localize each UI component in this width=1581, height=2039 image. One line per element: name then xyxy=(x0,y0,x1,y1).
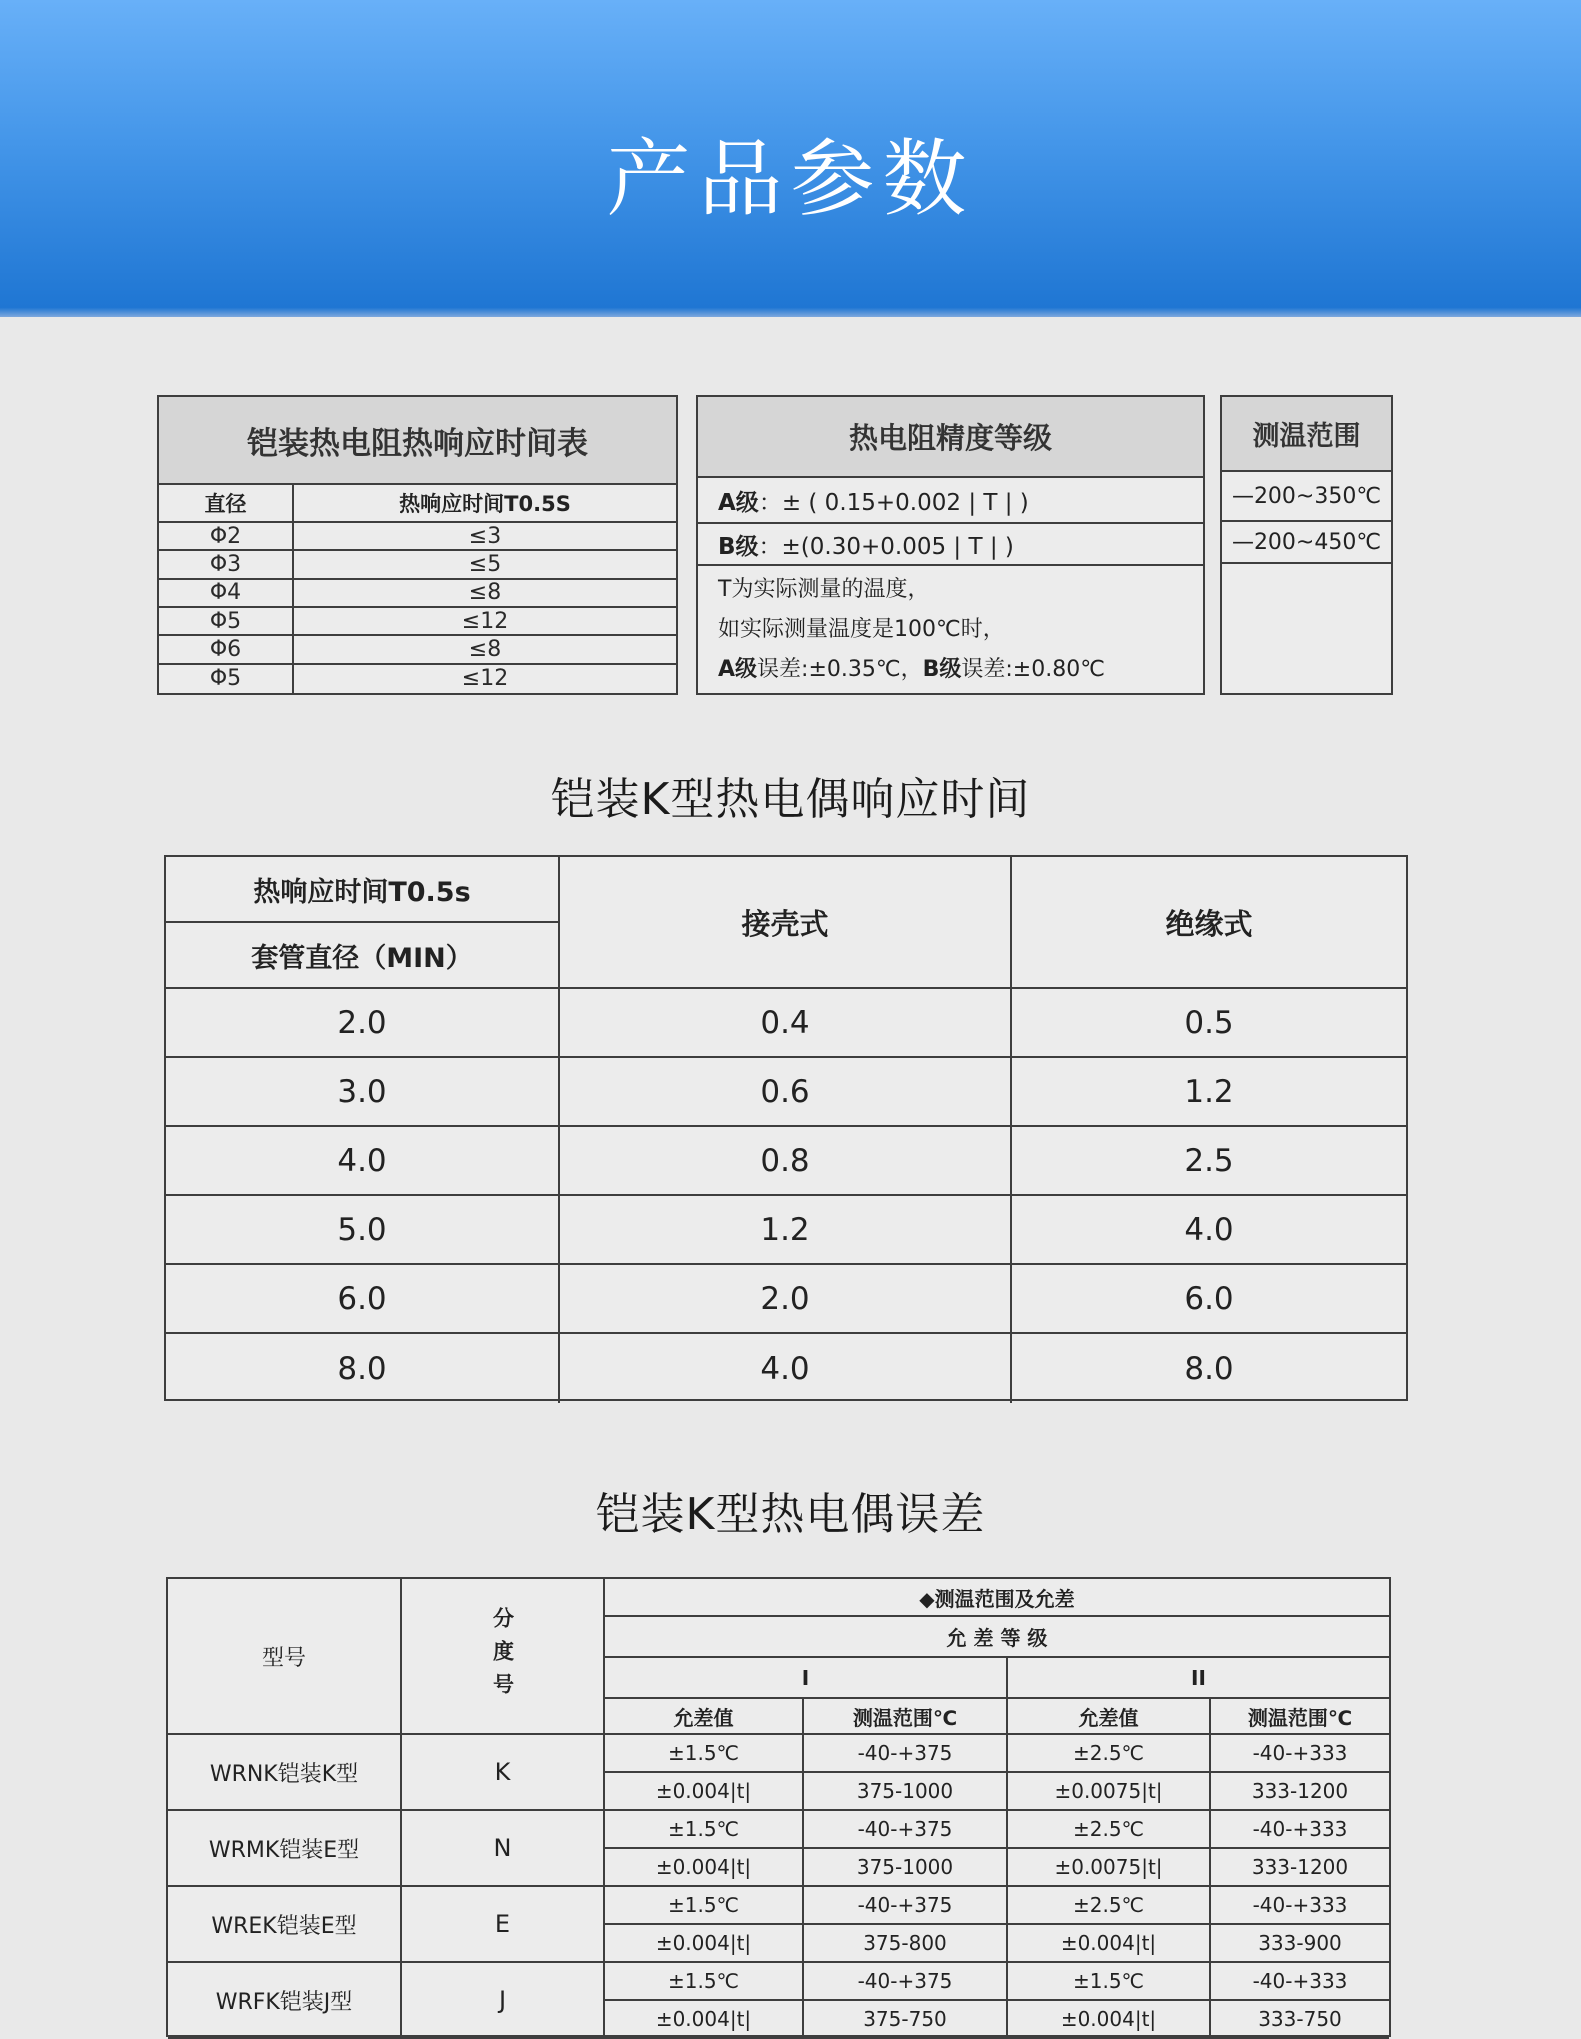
table-cell: 375-750 xyxy=(804,2001,1008,2039)
k-col-insulated: 绝缘式 xyxy=(1012,857,1406,989)
table-cell: 0.4 xyxy=(560,989,1012,1058)
rtd-col-time: 热响应时间T0.5S xyxy=(294,485,676,523)
table-cell: -40-+333 xyxy=(1211,1887,1389,1925)
note-grade-b: B级 xyxy=(922,657,962,682)
table-cell: 8.0 xyxy=(1184,1350,1234,1387)
table-cell: 0.5 xyxy=(1012,989,1406,1058)
note-grade-a: A级 xyxy=(718,657,758,682)
table-cell: 6.0 xyxy=(166,1265,560,1334)
table-cell: 333-900 xyxy=(1211,1925,1389,1963)
rtd-table-title: 铠装热电阻热响应时间表 xyxy=(159,397,676,485)
header-banner xyxy=(0,0,1581,317)
table-cell: ≤12 xyxy=(461,666,509,692)
table-cell: 375-800 xyxy=(804,1925,1008,1963)
table-cell: 2.5 xyxy=(1012,1127,1406,1196)
graduation-code: K xyxy=(402,1735,605,1811)
table-cell: ≤12 xyxy=(294,608,676,636)
table-cell: ±2.5℃ xyxy=(1008,1887,1211,1925)
table-cell: -40-+375 xyxy=(804,1811,1008,1849)
error-col-model: 型号 xyxy=(168,1579,402,1735)
table-cell: ±0.004|t| xyxy=(605,1773,804,1811)
rtd-response-time-table xyxy=(157,395,678,695)
table-cell: Φ2 xyxy=(159,523,294,551)
table-cell: 6.0 xyxy=(1012,1265,1406,1334)
table-cell: 1.2 xyxy=(560,1196,1012,1265)
table-cell: 2.0 xyxy=(560,1265,1012,1334)
table-cell: ≤5 xyxy=(294,551,676,579)
table-cell: 4.0 xyxy=(1012,1196,1406,1265)
error-subcol-2: 测温范围℃ xyxy=(804,1699,1008,1735)
measuring-range-table xyxy=(1220,395,1393,695)
table-cell: 375-1000 xyxy=(804,1773,1008,1811)
table-cell: -40-+375 xyxy=(804,1735,1008,1773)
page-title: 产品参数 xyxy=(606,130,975,228)
model-name: WRMK铠装E型 xyxy=(168,1811,402,1887)
table-cell: Φ6 xyxy=(159,636,294,664)
table-cell: ±0.004|t| xyxy=(1008,1925,1211,1963)
k-error-section-title: 铠装K型热电偶误差 xyxy=(595,1489,986,1540)
table-cell: Φ5 xyxy=(159,665,294,693)
note-b-error: 误差:±0.80℃ xyxy=(961,657,1105,682)
range-table-title: 测温范围 xyxy=(1222,397,1391,472)
k-header-top: 热响应时间T0.5s xyxy=(166,857,560,923)
table-cell: 1.2 xyxy=(1012,1058,1406,1127)
accuracy-table-title: 热电阻精度等级 xyxy=(698,397,1203,478)
table-cell: ±0.004|t| xyxy=(605,1925,804,1963)
table-cell: 333-750 xyxy=(1211,2001,1389,2039)
grade-b-row xyxy=(698,524,1203,566)
k-response-section-title: 铠装K型热电偶响应时间 xyxy=(550,774,1031,825)
rtd-col-diameter: 直径 xyxy=(159,485,294,523)
table-cell: 3.0 xyxy=(166,1058,560,1127)
grade-b-value: ：±(0.30+0.005 | T | ) xyxy=(758,533,1014,560)
error-subcol-1: 允差值 xyxy=(605,1699,804,1735)
model-name: WREK铠装E型 xyxy=(168,1887,402,1963)
accuracy-note xyxy=(698,566,1203,693)
table-cell: ±1.5℃ xyxy=(605,1735,804,1773)
graduation-code: N xyxy=(402,1811,605,1887)
error-group-header: ◆测温范围及允差 xyxy=(605,1579,1389,1617)
table-cell: 375-1000 xyxy=(804,1849,1008,1887)
table-cell: -40-+333 xyxy=(1211,1811,1389,1849)
range-row-2: —200~450℃ xyxy=(1222,522,1391,564)
table-cell: ±0.004|t| xyxy=(605,1849,804,1887)
table-cell: ±1.5℃ xyxy=(605,1811,804,1849)
table-cell: 333-1200 xyxy=(1211,1773,1389,1811)
table-cell: -40-+333 xyxy=(1211,1963,1389,2001)
rtd-accuracy-table xyxy=(696,395,1205,695)
table-cell: 0.6 xyxy=(560,1058,1012,1127)
table-cell: Φ4 xyxy=(159,580,294,608)
range-row-1: —200~350℃ xyxy=(1222,472,1391,522)
k-error-table xyxy=(166,1577,1391,2037)
error-tolerance-header: 允 差 等 级 xyxy=(605,1617,1389,1658)
table-cell: ≤8 xyxy=(294,580,676,608)
table-cell: ±2.5℃ xyxy=(1008,1735,1211,1773)
graduation-code: E xyxy=(402,1887,605,1963)
note-line-2: 如实际测量温度是100℃时， xyxy=(718,617,1005,642)
model-name: WRFK铠装J型 xyxy=(168,1963,402,2039)
table-cell: 4.0 xyxy=(560,1334,1012,1403)
table-cell: ±1.5℃ xyxy=(605,1887,804,1925)
error-col-graduation xyxy=(402,1579,605,1735)
graduation-vertical-label: 分度号 xyxy=(490,1606,515,1706)
grade-a-row xyxy=(698,478,1203,524)
graduation-code: J xyxy=(402,1963,605,2039)
table-cell: 0.8 xyxy=(560,1127,1012,1196)
table-cell: ≤8 xyxy=(294,636,676,664)
grade-a-label: A级 xyxy=(718,489,759,516)
grade-a-value: ：± ( 0.15+0.002 | T | ) xyxy=(758,489,1029,516)
table-cell: -40-+375 xyxy=(804,1963,1008,2001)
table-cell: -40-+375 xyxy=(804,1887,1008,1925)
table-cell: 2.0 xyxy=(166,989,560,1058)
table-cell: Φ5 xyxy=(159,608,294,636)
grade-b-label: B级 xyxy=(718,533,759,560)
table-cell: ±0.0075|t| xyxy=(1008,1773,1211,1811)
table-cell: ±1.5℃ xyxy=(1008,1963,1211,2001)
table-cell: ≤3 xyxy=(294,523,676,551)
note-a-error: 误差:±0.35℃， xyxy=(757,657,923,682)
table-cell: Φ3 xyxy=(159,551,294,579)
table-cell: 4.0 xyxy=(166,1127,560,1196)
k-response-table xyxy=(164,855,1408,1401)
model-name: WRNK铠装K型 xyxy=(168,1735,402,1811)
k-col-shell: 接壳式 xyxy=(560,857,1012,989)
error-class-2: II xyxy=(1008,1658,1389,1699)
note-line-1: T为实际测量的温度， xyxy=(718,577,930,602)
table-cell: -40-+333 xyxy=(1211,1735,1389,1773)
table-cell: ±0.004|t| xyxy=(1008,2001,1211,2039)
table-cell: 5.0 xyxy=(166,1196,560,1265)
range-empty-cell xyxy=(1222,564,1391,693)
table-cell: ±0.0075|t| xyxy=(1008,1849,1211,1887)
table-cell: ±1.5℃ xyxy=(605,1963,804,2001)
table-cell: ±2.5℃ xyxy=(1008,1811,1211,1849)
error-class-1: I xyxy=(605,1658,1008,1699)
error-subcol-3: 允差值 xyxy=(1008,1699,1211,1735)
k-header-bottom: 套管直径（MIN） xyxy=(166,923,560,989)
error-subcol-4: 测温范围℃ xyxy=(1211,1699,1389,1735)
table-cell: 8.0 xyxy=(166,1334,560,1403)
table-cell: 333-1200 xyxy=(1211,1849,1389,1887)
table-cell: ±0.004|t| xyxy=(605,2001,804,2039)
